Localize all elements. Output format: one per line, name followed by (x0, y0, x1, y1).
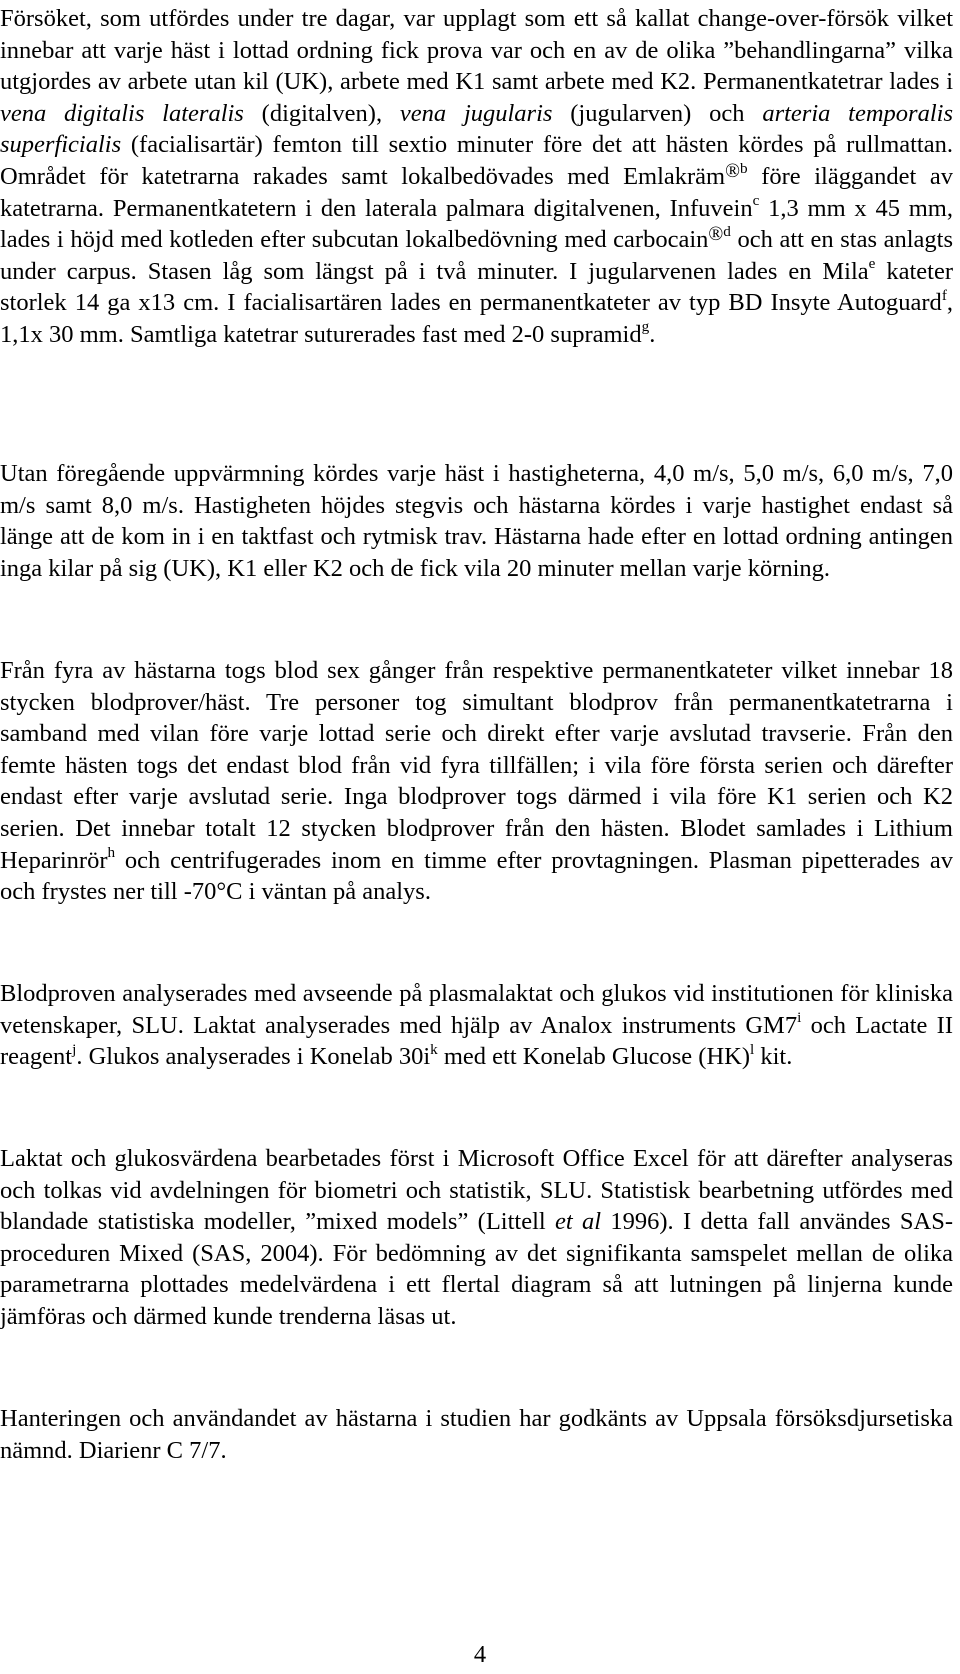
paragraph-statistics (0, 1143, 953, 1333)
footnote-marker: e (868, 255, 876, 273)
page-number: 4 (473, 1641, 487, 1668)
footnote-marker: c (752, 191, 760, 209)
footnote-marker: k (430, 1040, 438, 1058)
text-run: Försöket, som utfördes under tre dagar, var upplagt som ett så kallat change-over-försök vilket innebar att varje häst i lottad ordning fick prova var och en av de olika ”behandlingarna” vilka utgjordes av arbete utan kil (UK), arbete med K1 samt arbete med K2. Permanentkatetrar lades i (0, 5, 953, 96)
registered-mark: ® (725, 161, 740, 183)
text-run: Från fyra av hästarna togs blod sex gånger från respektive permanentkateter vilket innebar 18 stycken blodprover/häst. Tre personer tog simultant blodprov från permanentkatetrarna i samband med vilan före varje lottad serie och direkt efter varje avslutad travserie. Från den femte hästen togs det endast blod från vid fyra tillfällen; i vila före första serien och därefter endast efter varje avslutad serie. Inga blodprover togs därmed i vila före K1 serien och K2 serien. Det innebar totalt 12 stycken blodprover från den hästen. Blodet samlades i Lithium Heparinrör (0, 657, 953, 874)
text-run: . Glukos analyserades i Konelab 30i (76, 1043, 431, 1071)
footnote-marker: h (107, 843, 116, 861)
paragraph-blood-sampling (0, 655, 953, 908)
text-run: 1,3 mm x 45 mm, lades i höjd med kotleden efter subcutan lokalbedövning med carbocain (0, 194, 953, 254)
registered-mark: ® (708, 224, 724, 246)
italic-term: vena jugularis (399, 99, 553, 127)
text-run: 1996). I detta fall användes SAS-proceduren Mixed (SAS, 2004). För bedömning av det signifikanta samspelet mellan de olika parametrarna plottades medelvärdena i ett flertal diagram så att lutningen på linjerna kunde jämföras och därmed kunde trenderna läsas ut. (0, 1208, 953, 1330)
text-run: kateter storlek 14 ga x13 cm. I facialisartären lades en permanentkateter av typ BD Insyte Autoguard (0, 257, 953, 317)
paragraph-experiment-design (0, 3, 953, 351)
paragraph-ethics (0, 1403, 953, 1466)
italic-term: et al (555, 1208, 602, 1236)
footnote-marker: i (797, 1008, 802, 1026)
text-run: Utan föregående uppvärmning kördes varje häst i hastigheterna, 4,0 m/s, 5,0 m/s, 6,0 m/s, 7,0 m/s samt 8,0 m/s. Hastigheten höjdes stegvis och hästarna kördes i varje hastighet endast så länge att de kom in i en taktfast och rytmisk trav. Hästarna hade efter en lottad ordning antingen inga kilar på sig (UK), K1 eller K2 och de fick vila 20 minuter mellan varje körning. (0, 460, 953, 582)
footnote-marker: d (723, 223, 731, 241)
italic-term: vena digitalis lateralis (0, 99, 244, 127)
text-run: och att en stas anlagts under carpus. Stasen låg som längst på i två minuter. I jugularvenen lades en Mila (0, 226, 953, 285)
text-run: med ett Konelab Glucose (HK) (437, 1043, 751, 1071)
footnote-marker: b (740, 160, 748, 178)
text-run: och Lactate II reagent (0, 1011, 953, 1071)
text-run: och centrifugerades inom en timme efter provtagningen. Plasman pipetterades av och frystes ner till -70°C i väntan på analys. (0, 846, 953, 906)
text-run: (digitalven), (243, 99, 400, 127)
footnote-marker: g (641, 318, 650, 336)
text-run: (facialisartär) femton till sextio minuter före det att hästen kördes på rullmattan. Området för katetrarna rakades samt lokalbedövades med Emlakräm (0, 131, 953, 190)
italic-term: arteria temporalis superficialis (0, 99, 953, 159)
footnote-marker: f (941, 286, 947, 304)
text-run: . (649, 320, 656, 348)
text-run: (jugularven) och (552, 99, 763, 127)
text-run: , 1,1x 30 mm. Samtliga katetrar suturerades fast med 2-0 supramid (0, 289, 953, 348)
text-run: före iläggandet av katetrarna. Permanentkatetern i den laterala palmara digitalvenen, Infuvein (0, 162, 953, 222)
footnote-marker: l (750, 1040, 755, 1058)
text-run: Blodproven analyserades med avseende på plasmalaktat och glukos vid institutionen för kliniska vetenskaper, SLU. Laktat analyserades med hjälp av Analox instruments GM7 (0, 980, 953, 1039)
text-run: kit. (754, 1043, 793, 1071)
text-run: Hanteringen och användandet av hästarna i studien har godkänts av Uppsala försöksdjursetiska nämnd. Diarienr C 7/7. (0, 1405, 953, 1464)
paragraph-analysis (0, 978, 953, 1073)
text-run: Laktat och glukosvärdena bearbetades först i Microsoft Office Excel för att därefter analyseras och tolkas vid avdelningen för biometri och statistik, SLU. Statistisk bearbetning utfördes med blandade statistiska modeller, ”mixed models” (Littell (0, 1145, 953, 1236)
paragraph-speeds (0, 458, 953, 584)
footnote-marker: j (72, 1040, 77, 1058)
